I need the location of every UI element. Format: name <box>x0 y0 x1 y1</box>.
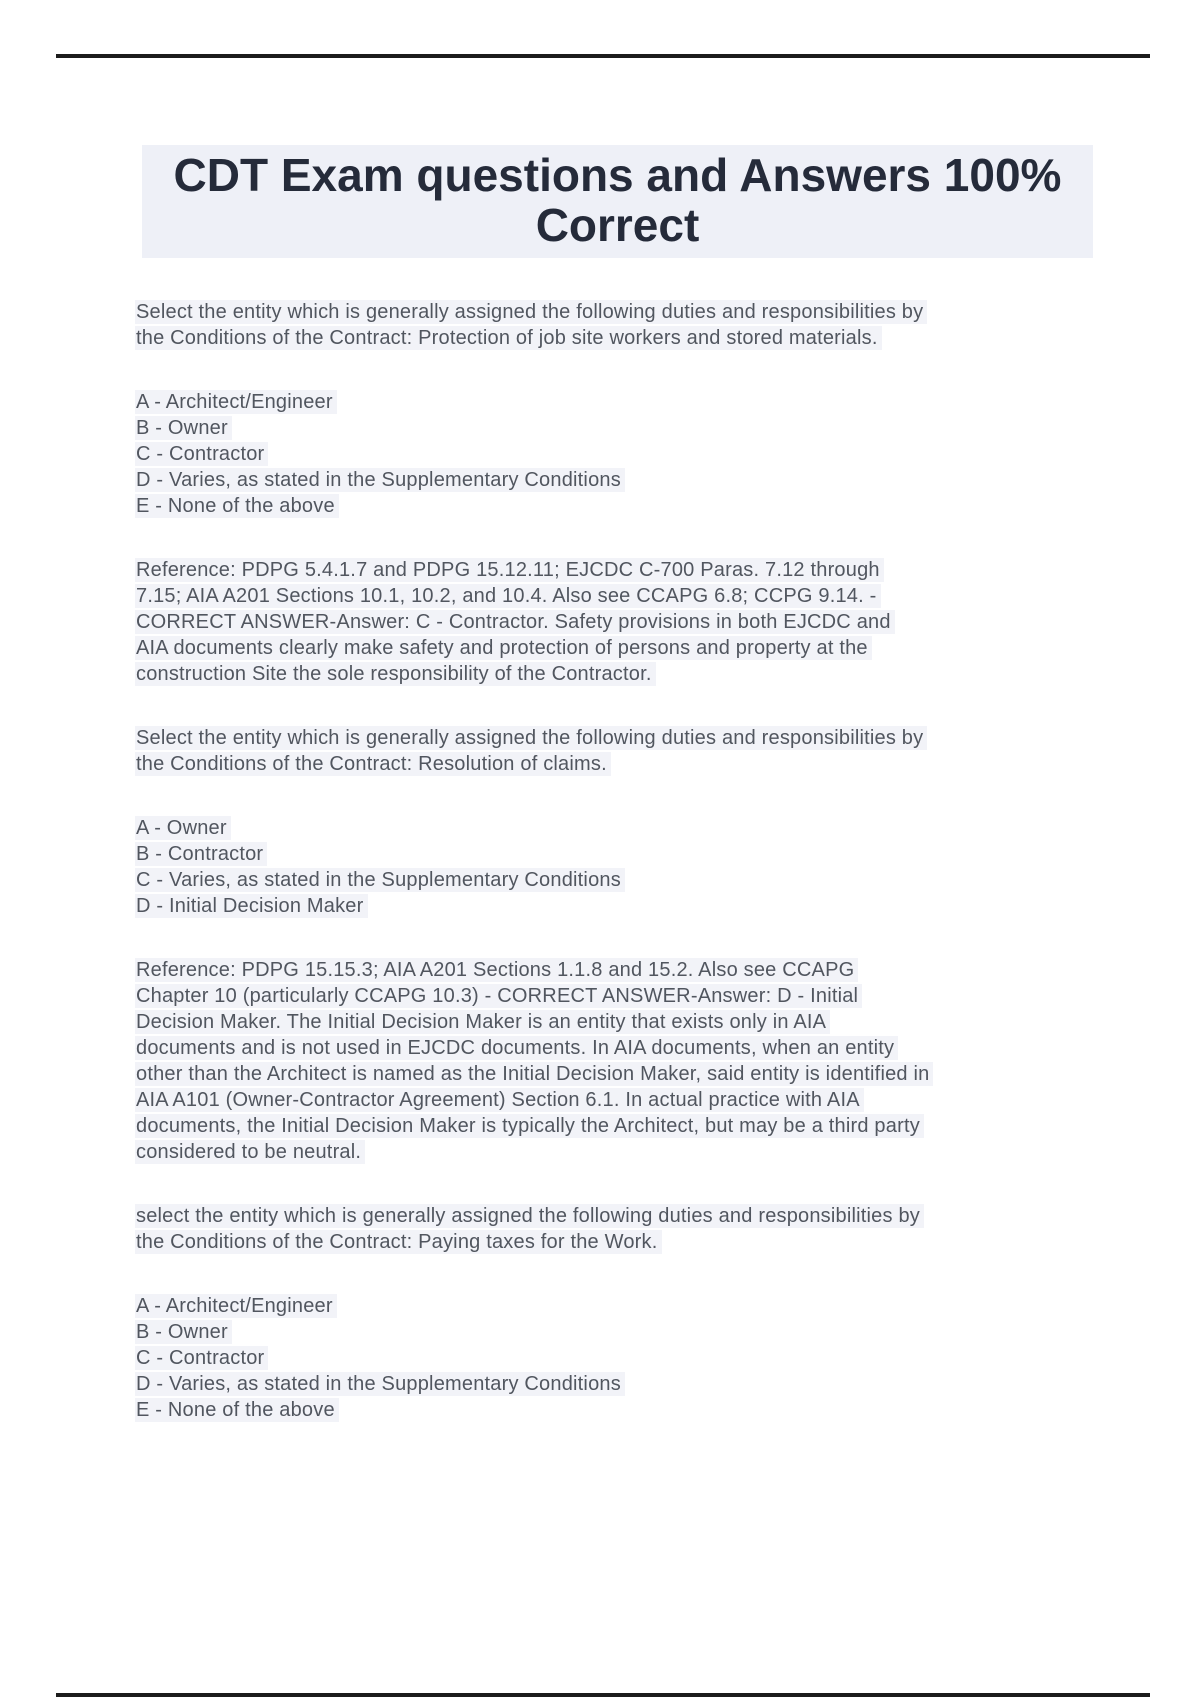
highlighted-text: select the entity which is generally assigned the following duties and responsibilities by <box>135 1204 924 1228</box>
text-line <box>135 1397 1095 1423</box>
text-line <box>135 725 1095 751</box>
highlighted-text: Reference: PDPG 15.15.3; AIA A201 Sections 1.1.8 and 15.2. Also see CCAPG <box>135 958 858 982</box>
text-line <box>135 1319 1095 1345</box>
highlighted-text: A - Owner <box>135 816 231 840</box>
highlighted-text: A - Architect/Engineer <box>135 1294 337 1318</box>
highlighted-text: Reference: PDPG 5.4.1.7 and PDPG 15.12.11; EJCDC C-700 Paras. 7.12 through <box>135 558 884 582</box>
highlighted-text: D - Initial Decision Maker <box>135 894 368 918</box>
highlighted-text: Select the entity which is generally assigned the following duties and responsibilities by <box>135 300 927 324</box>
text-line <box>135 493 1095 519</box>
highlighted-text: B - Owner <box>135 1320 232 1344</box>
text-line <box>135 867 1095 893</box>
highlighted-text: E - None of the above <box>135 494 339 518</box>
question-2 <box>135 725 1095 777</box>
question-1 <box>135 299 1095 351</box>
text-line <box>135 299 1095 325</box>
text-line <box>135 1113 1095 1139</box>
text-line <box>135 467 1095 493</box>
highlighted-text: considered to be neutral. <box>135 1140 365 1164</box>
text-line <box>135 1061 1095 1087</box>
text-line <box>135 557 1095 583</box>
highlighted-text: the Conditions of the Contract: Paying taxes for the Work. <box>135 1230 662 1254</box>
text-line <box>135 635 1095 661</box>
highlighted-text: Select the entity which is generally assigned the following duties and responsibilities by <box>135 726 927 750</box>
text-line <box>135 841 1095 867</box>
text-line <box>135 1009 1095 1035</box>
text-line <box>135 583 1095 609</box>
options-2 <box>135 815 1095 919</box>
highlighted-text: E - None of the above <box>135 1398 339 1422</box>
text-line <box>135 1035 1095 1061</box>
reference-answer-2 <box>135 957 1095 1165</box>
text-line <box>135 1087 1095 1113</box>
highlighted-text: C - Contractor <box>135 442 268 466</box>
text-line <box>135 661 1095 687</box>
reference-answer-1 <box>135 557 1095 687</box>
highlighted-text: D - Varies, as stated in the Supplementary Conditions <box>135 468 625 492</box>
top-horizontal-rule <box>56 54 1150 58</box>
highlighted-text: AIA documents clearly make safety and protection of persons and property at the <box>135 636 872 660</box>
title-line-1: CDT Exam questions and Answers 100% <box>173 149 1062 201</box>
highlighted-text: the Conditions of the Contract: Protection of job site workers and stored materials. <box>135 326 882 350</box>
text-line <box>135 415 1095 441</box>
highlighted-text: CORRECT ANSWER-Answer: C - Contractor. Safety provisions in both EJCDC and <box>135 610 895 634</box>
document-body <box>135 299 1095 1423</box>
highlighted-text: A - Architect/Engineer <box>135 390 337 414</box>
title-line-2: Correct <box>535 199 700 251</box>
text-line <box>135 1345 1095 1371</box>
highlighted-text: documents and is not used in EJCDC documents. In AIA documents, when an entity <box>135 1036 898 1060</box>
highlighted-text: D - Varies, as stated in the Supplementary Conditions <box>135 1372 625 1396</box>
text-line <box>135 389 1095 415</box>
highlighted-text: Decision Maker. The Initial Decision Maker is an entity that exists only in AIA <box>135 1010 830 1034</box>
text-line <box>135 957 1095 983</box>
highlighted-text: the Conditions of the Contract: Resolution of claims. <box>135 752 611 776</box>
highlighted-text: B - Owner <box>135 416 232 440</box>
highlighted-text: C - Contractor <box>135 1346 268 1370</box>
highlighted-text: other than the Architect is named as the Initial Decision Maker, said entity is identified in <box>135 1062 933 1086</box>
text-line <box>135 983 1095 1009</box>
text-line <box>135 441 1095 467</box>
highlighted-text: construction Site the sole responsibility of the Contractor. <box>135 662 656 686</box>
highlighted-text: Chapter 10 (particularly CCAPG 10.3) - CORRECT ANSWER-Answer: D - Initial <box>135 984 862 1008</box>
highlighted-text: 7.15; AIA A201 Sections 10.1, 10.2, and 10.4. Also see CCAPG 6.8; CCPG 9.14. - <box>135 584 881 608</box>
text-line <box>135 1293 1095 1319</box>
highlighted-text: C - Varies, as stated in the Supplementary Conditions <box>135 868 625 892</box>
text-line <box>135 751 1095 777</box>
question-3 <box>135 1203 1095 1255</box>
text-line <box>135 609 1095 635</box>
bottom-horizontal-rule <box>56 1693 1150 1697</box>
text-line <box>135 1203 1095 1229</box>
text-line <box>135 1139 1095 1165</box>
highlighted-text: B - Contractor <box>135 842 267 866</box>
options-1 <box>135 389 1095 519</box>
document-title <box>142 145 1093 258</box>
options-3 <box>135 1293 1095 1423</box>
text-line <box>135 815 1095 841</box>
text-line <box>135 893 1095 919</box>
text-line <box>135 325 1095 351</box>
highlighted-text: AIA A101 (Owner-Contractor Agreement) Section 6.1. In actual practice with AIA <box>135 1088 864 1112</box>
text-line <box>135 1371 1095 1397</box>
text-line <box>135 1229 1095 1255</box>
highlighted-text: documents, the Initial Decision Maker is typically the Architect, but may be a third party <box>135 1114 924 1138</box>
